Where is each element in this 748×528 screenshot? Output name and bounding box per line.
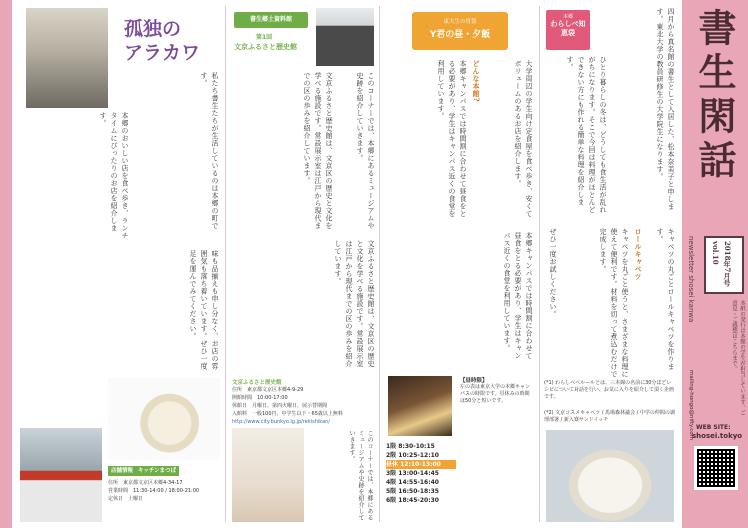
period-row-5: 5限 16:50-18:35: [386, 488, 439, 495]
feature-intro: 私たち書生たちが生活しているのは本郷の町です。: [200, 72, 219, 230]
feature-photo-person: [26, 8, 108, 108]
lunch-badge-label: 東大生の胃袋: [443, 19, 477, 25]
wisdom-badge-small: 本郷: [562, 14, 573, 20]
wisdom-intro: 四月から真名館の書生として入居した、松本奈美子と申します。東北大学の教員研修生の大学院生になります。: [656, 8, 675, 211]
period-row-1: 1限 8:30-10:15: [386, 443, 435, 450]
period-row-4: 4限 14:55-16:40: [386, 479, 439, 486]
masthead-column: [682, 0, 748, 528]
lunch-highlight: どんな本館?: [472, 60, 481, 103]
masthead-subtitle: newsletter shosei kanwa: [687, 236, 695, 323]
recipe-highlight: ロールキャベツ: [634, 228, 643, 281]
lunch-column: [382, 0, 536, 528]
qr-code-icon: [694, 446, 738, 490]
notice-text: 本紙の発行は本館の学生が担当しています。ご意見・ご感想はこちらまで。: [731, 300, 745, 416]
pink-left-band: [0, 0, 12, 528]
lunch-badge-title: Y君の昼・夕飯: [429, 30, 491, 40]
issue-box: [704, 236, 744, 294]
museum-body-2: 文京ふるさと歴史館は、文京区の歴史と文化を学べる施設です。常設展示室は江戸から現代までの区の歩みを紹介しています。: [303, 72, 333, 230]
recipe-closing: ぜひ一度お試しください。: [549, 228, 557, 318]
period-table: [386, 442, 456, 505]
museum-info-url[interactable]: http://www.city.bunkyo.lg.jp/rekishikan/: [232, 419, 330, 425]
dress-photo: [232, 428, 304, 522]
plate-photo: [108, 378, 220, 460]
museum-body-3: 文京ふるさと歴史館は、文京区の歴史と文化を学べる施設です。常設展示室は江戸から現代までの区の歩みを紹介しています。: [334, 240, 375, 368]
issue-label: 2018年7月号 vol.10: [711, 241, 732, 287]
email-text: mailing-hongo@nifty.com: [688, 370, 694, 440]
museum-column: [226, 0, 378, 528]
lunch-badge: [412, 12, 508, 50]
museum-title: 文京ふるさと歴史館: [234, 43, 297, 51]
feature-column: [0, 0, 224, 528]
building-photo: [316, 8, 374, 66]
museum-info-3: 休館日 月曜日、第四火曜日、展示替期間: [232, 403, 328, 409]
museum-badge-top: 書生郷土資料館: [249, 16, 292, 23]
footnote-1: (*1) わらしべベルールとは、三本線の名前に30分ほどレシピについて対話を行い、お気に入りを紹介して頂く企画です。: [544, 380, 674, 400]
shop-label: 店舗情報: [111, 468, 134, 474]
web-url[interactable]: shosei.tokyo: [692, 432, 743, 440]
period-row-3: 3限 13:00-14:45: [386, 470, 439, 477]
period-row-6: 6限 18:45-20:30: [386, 497, 439, 504]
museum-body: このコーナーでは、本郷にあるミュージアムや史跡を紹介していきます。: [356, 72, 375, 230]
museum-info-title: 文京ふるさと歴史館: [232, 380, 282, 386]
shop-info-2: 営業時間 11:30-14:00 / 18:00-21:00: [108, 488, 200, 494]
shop-label-badge: [108, 466, 179, 476]
shop-photo: [20, 428, 102, 522]
dish-photo: [546, 430, 674, 522]
shop-info-1: 住所 東京都文京区本郷4-34-17: [108, 480, 183, 486]
cafe-photo: [388, 376, 452, 436]
feature-title-1: 孤独の: [124, 18, 182, 40]
web-label: WEB SITE:: [696, 424, 731, 431]
recipe-lead: キャベツの丸ごとロールキャベツを作ります。: [656, 228, 675, 371]
period-row-2: 2限 10:25-12:10: [386, 452, 439, 459]
wisdom-body: ひとり暮らしの冬は、どうしても食生活が乱れがちになります。そこで今回は料理がほとんどできない方にも作れる簡単な料理を紹介します。: [566, 56, 607, 214]
museum-info-1: 住所 東京都文京区本郷4-9-29: [232, 387, 304, 393]
feature-title-2: アラカワ: [124, 42, 201, 64]
museum-badge-num: 第1回: [256, 34, 273, 41]
museum-badge: [234, 12, 308, 28]
lunch-body-3: 本郷キャンパスでは時間割に合わせて昼食をとる必要があり、学生はキャンパス近くの食堂を利用しています。: [503, 232, 533, 360]
museum-info-2: 開館時間 10:00-17:00: [232, 395, 288, 401]
period-note-title: 【昼時限】: [460, 378, 488, 384]
lunch-body: 大学周辺の学生向け定食屋を食べ歩き、安くてボリュームのあるお店を紹介します。: [514, 60, 533, 218]
recipe-body: キャベツを丸ごと使うと、さまざまな料理に使えて便利です。材料を切って煮込むだけで完成します。: [599, 228, 629, 378]
masthead-title: 書生閑話: [692, 8, 737, 184]
period-row-lunch: 昼休 12:10-13:00: [386, 460, 456, 469]
wisdom-badge: [546, 10, 590, 50]
feature-body-2: 味も品揃えも申し分なく、お店の雰囲気も落ち着いています。ぜひ一度足を運んでみてください。: [189, 250, 219, 370]
museum-caption: このコーナーでは、本郷にあるミュージアムや史跡を紹介していきます。: [348, 430, 373, 521]
wisdom-badge-title: わらしべ知恵袋: [550, 20, 586, 37]
shop-name: キッチンまつば: [137, 468, 177, 474]
period-note-body: 左の表は東京大学の本郷キャンパスの時限です。昼休みの時間は50分と短いです。: [460, 384, 531, 404]
footnote-2: (*2) 文京コスメキャベツ / 馬場森林議会 / 中学の仲間の調理部署 / 新入寮サンドイッチ: [544, 410, 675, 423]
feature-body: 本郷のおいしい店を食べ歩き、ランチタイムにぴったりのお店を紹介します。: [99, 112, 129, 240]
shop-info-3: 定休日 土曜日: [108, 496, 144, 502]
museum-info-4: 入館料 一般100円、中学生以下・65歳以上無料: [232, 411, 343, 417]
wisdom-column: [540, 0, 678, 528]
lunch-body-2: 本郷キャンパスでは時間割に合わせて昼食をとる必要があり、学生はキャンパス近くの食堂を利用しています。: [437, 60, 467, 218]
